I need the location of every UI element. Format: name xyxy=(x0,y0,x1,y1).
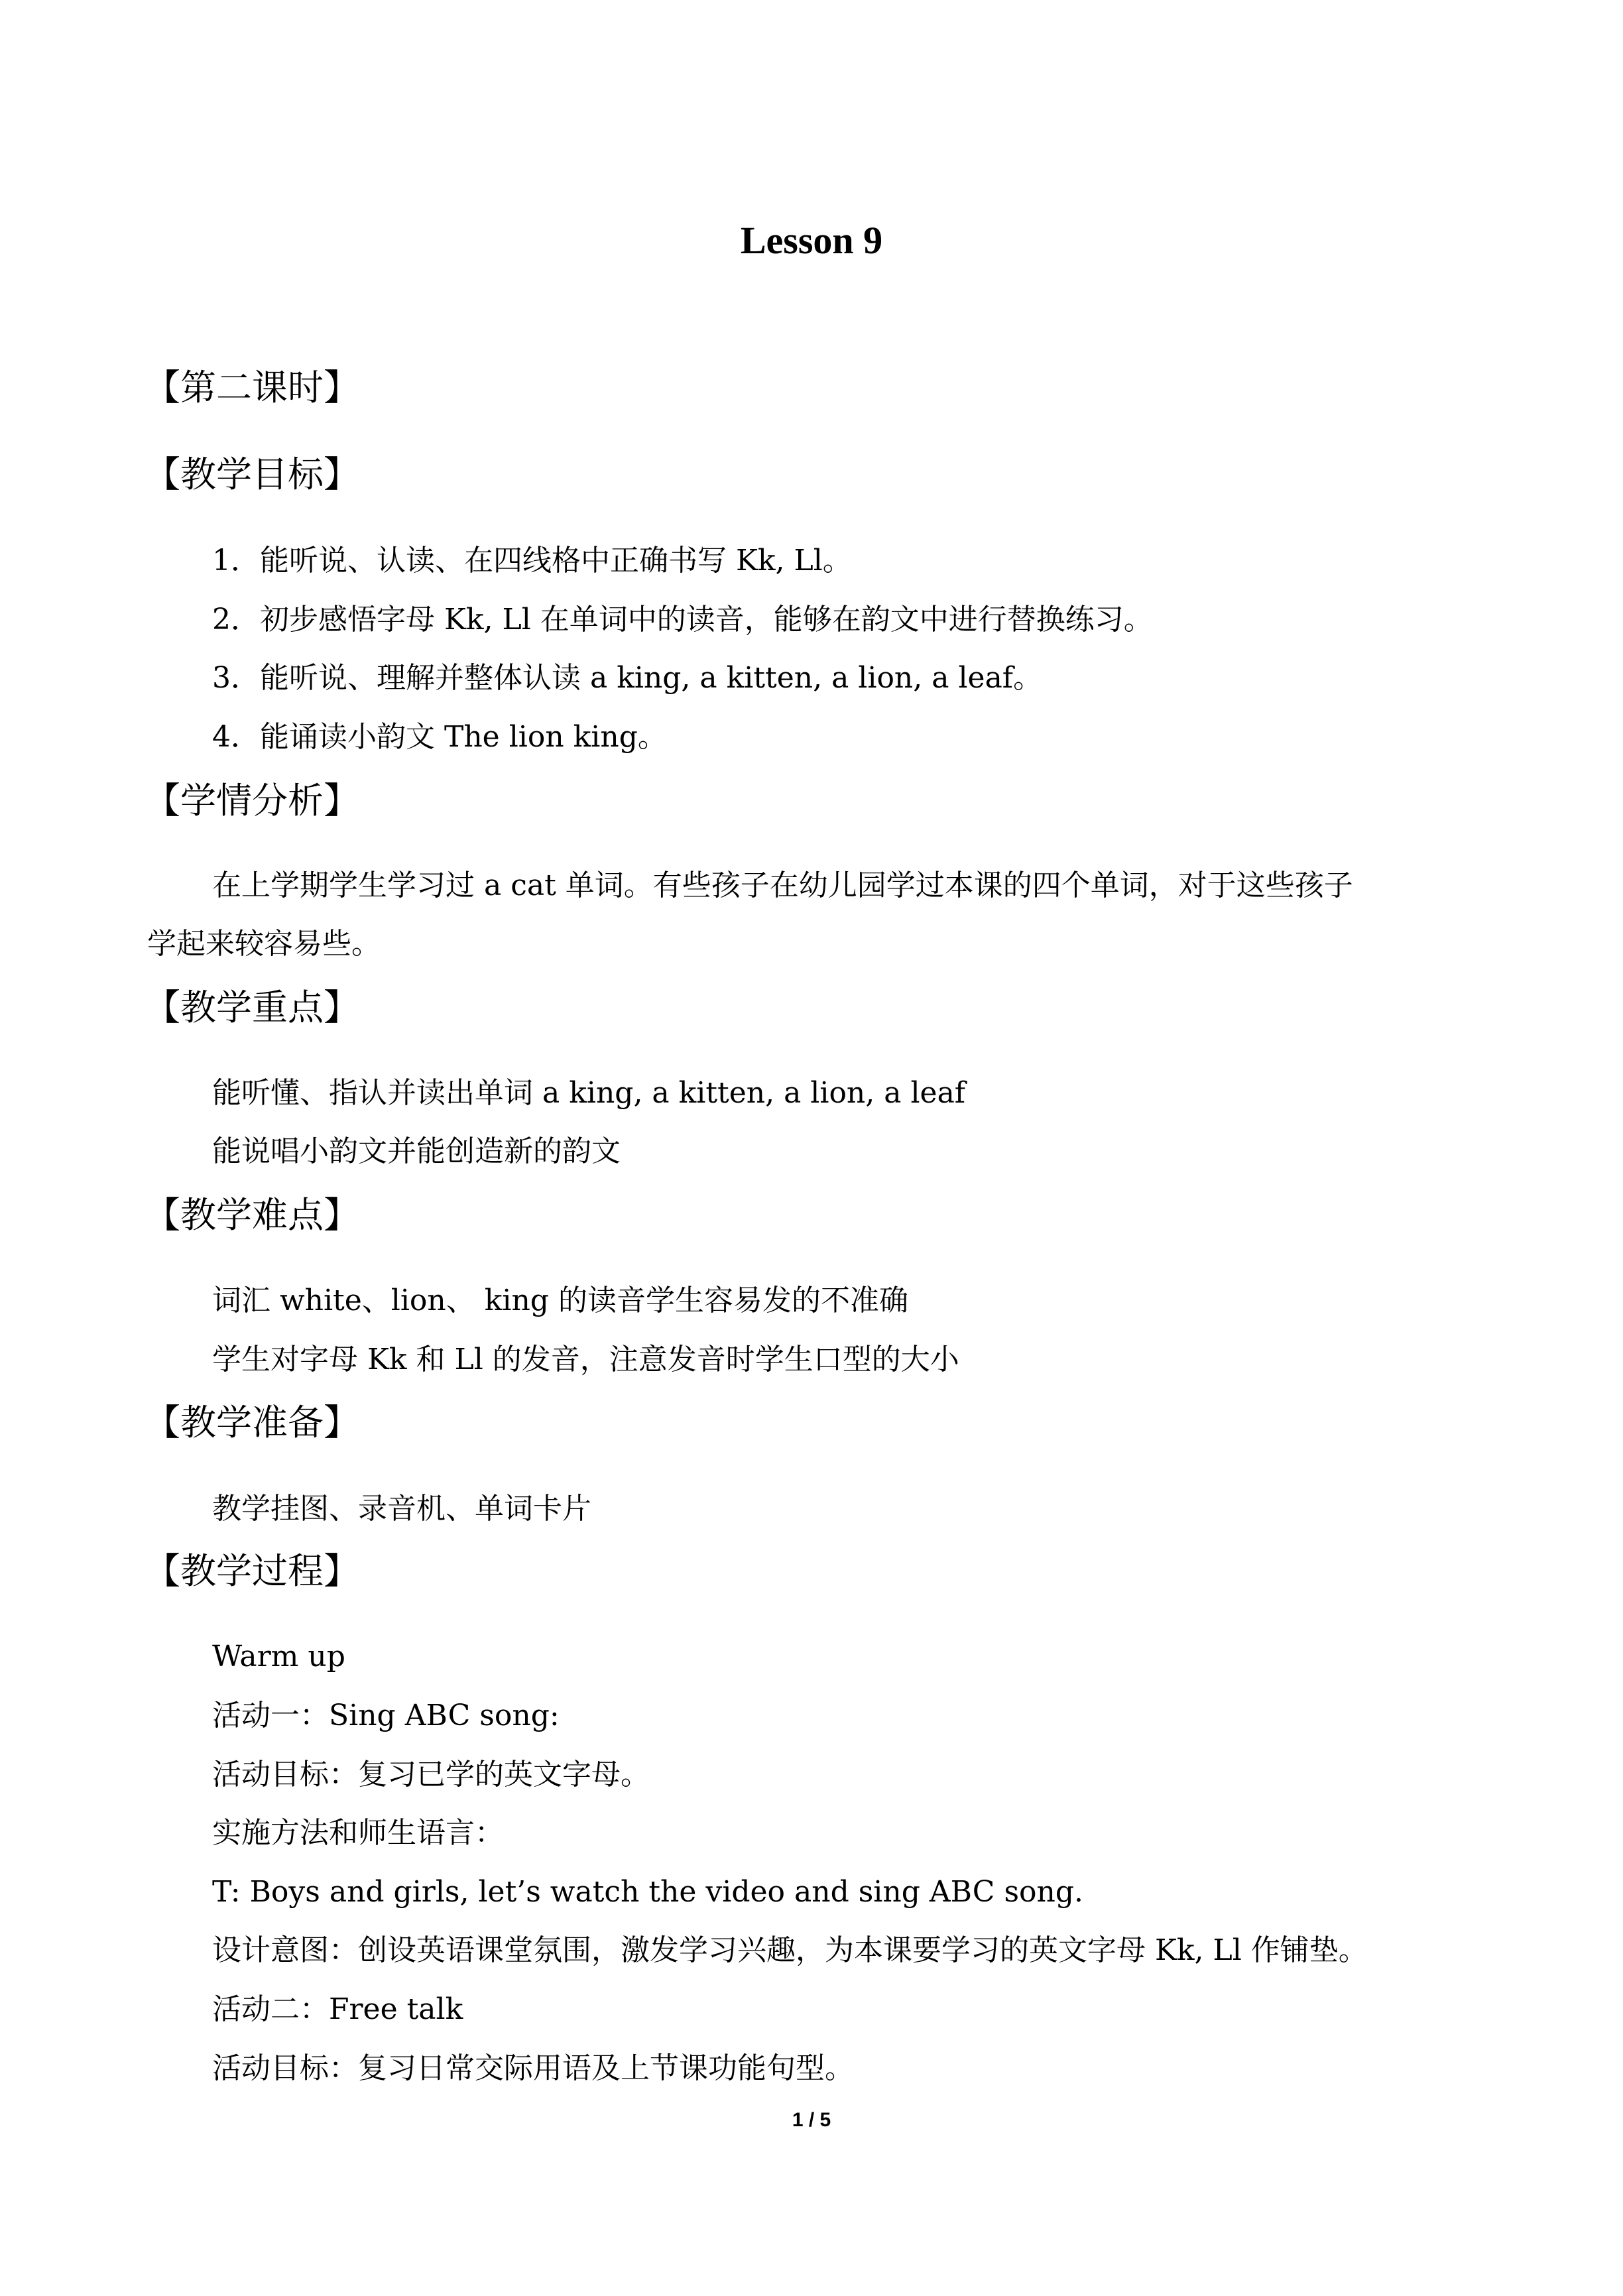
objective-item: 1．能听说、认读、在四线格中正确书写 Kk, Ll。 xyxy=(212,544,852,577)
analysis-text-line: 学起来较容易些。 xyxy=(147,927,381,961)
process-heading: 【教学过程】 xyxy=(145,1550,359,1592)
objective-item: 3．能听说、理解并整体认读 a king, a kitten, a lion, a leaf。 xyxy=(212,661,1043,695)
analysis-heading: 【学情分析】 xyxy=(145,780,359,821)
difficulty-item: 词汇 white、lion、 king 的读音学生容易发的不准确 xyxy=(212,1284,908,1317)
process-item: 活动目标：复习日常交际用语及上节课功能句型。 xyxy=(212,2051,854,2085)
process-item: 活动目标：复习已学的英文字母。 xyxy=(212,1758,650,1791)
process-item: 活动二：Free talk xyxy=(212,1992,463,2026)
preparation-heading: 【教学准备】 xyxy=(145,1402,359,1443)
difficulty-item: 学生对字母 Kk 和 Ll 的发音，注意发音时学生口型的大小 xyxy=(212,1343,959,1376)
key-point-item: 能说唱小韵文并能创造新的韵文 xyxy=(212,1134,621,1168)
key-point-item: 能听懂、指认并读出单词 a king, a kitten, a lion, a leaf xyxy=(212,1076,966,1110)
period-heading: 【第二课时】 xyxy=(145,367,359,408)
process-item: 实施方法和师生语言： xyxy=(212,1816,504,1850)
process-item: 活动一：Sing ABC song: xyxy=(212,1699,560,1732)
process-item: 设计意图：创设英语课堂氛围，激发学习兴趣，为本课要学习的英文字母 Kk, Ll 作铺垫。 xyxy=(212,1933,1368,1967)
process-item: Warm up xyxy=(212,1640,345,1673)
objectives-heading: 【教学目标】 xyxy=(145,453,359,495)
document-title: Lesson 9 xyxy=(740,219,883,262)
key-points-heading: 【教学重点】 xyxy=(145,987,359,1028)
analysis-text-line: 在上学期学生学习过 a cat 单词。有些孩子在幼儿园学过本课的四个单词，对于这些孩子 xyxy=(212,869,1353,902)
process-item: T: Boys and girls, let’s watch the video and sing ABC song. xyxy=(212,1875,1084,1909)
preparation-item: 教学挂图、录音机、单词卡片 xyxy=(212,1492,591,1526)
objective-item: 4．能诵读小韵文 The lion king。 xyxy=(212,720,667,754)
objective-item: 2．初步感悟字母 Kk, Ll 在单词中的读音，能够在韵文中进行替换练习。 xyxy=(212,603,1153,636)
page-number: 1 / 5 xyxy=(792,2109,831,2131)
difficulties-heading: 【教学难点】 xyxy=(145,1194,359,1236)
